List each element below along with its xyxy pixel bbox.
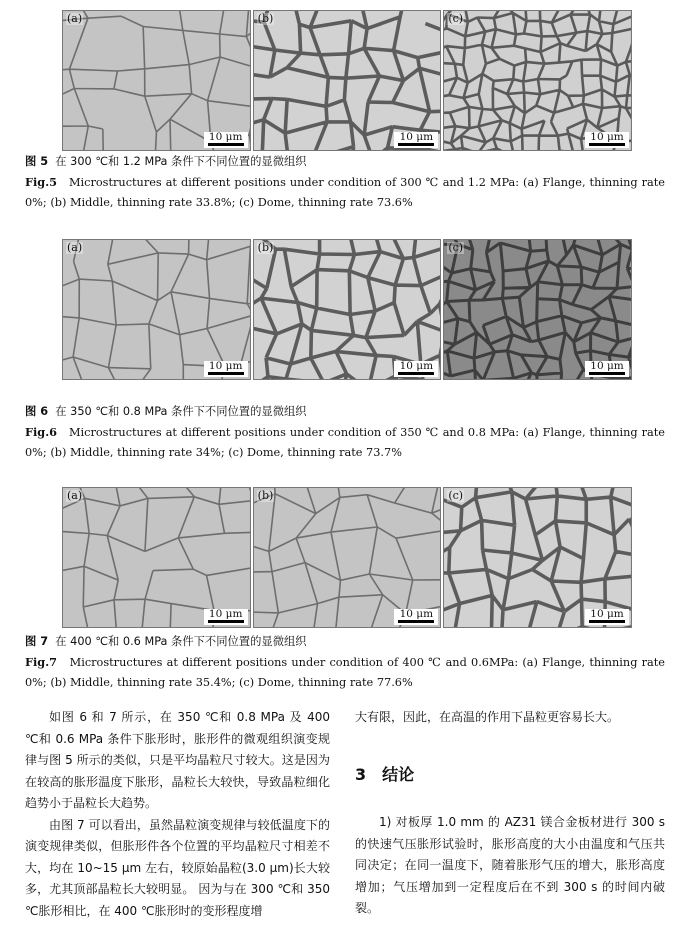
- left-column: [25, 707, 330, 922]
- grain-texture: [444, 11, 631, 150]
- figure-6-images: [62, 239, 632, 378]
- scale-bar: 10 μm: [394, 609, 438, 625]
- right-column-conclusion: [355, 812, 665, 920]
- grain-texture: [444, 240, 631, 379]
- scale-bar: 10 μm: [204, 132, 248, 148]
- caption-zh: 图 5 在 300 ℃和 1.2 MPa 条件下不同位置的显微组织: [25, 155, 307, 168]
- scale-bar: 10 μm: [585, 132, 629, 148]
- micrograph-panel: [253, 239, 442, 380]
- micrograph-panel: [443, 487, 632, 628]
- paragraph: 大有限，因此，在高温的作用下晶粒更容易长大。: [355, 710, 620, 724]
- scale-bar: 10 μm: [204, 609, 248, 625]
- section-heading: 3 结论: [355, 765, 415, 784]
- panel-label: (a): [67, 489, 83, 502]
- right-column: [355, 707, 665, 729]
- micrograph-panel: [253, 487, 442, 628]
- caption-zh: 图 7 在 400 ℃和 0.6 MPa 条件下不同位置的显微组织: [25, 635, 307, 648]
- grain-texture: [254, 11, 441, 150]
- panel-label: (c): [448, 489, 464, 502]
- figure-7-images: [62, 487, 632, 626]
- panel-label: (b): [257, 12, 274, 25]
- caption-en: Fig.6 Microstructures at different positions under condition of 350 ℃ and 0.8 MPa: (a) Flange, thinning rate 0%; (b) Middle, thinning rate 34%; (c) Dome, thinning rate 73.7%: [25, 425, 665, 459]
- grain-texture: [444, 488, 631, 627]
- grain-texture: [63, 11, 250, 150]
- panel-label: (c): [448, 12, 464, 25]
- paragraph: 由图 7 可以看出，虽然晶粒演变规律与较低温度下的演变规律类似，但胀形件各个位置的平均晶粒尺寸相差不大，均在 10~15 μm 左右，较原始晶粒(3.0 μm)长大较多，尤其顶部晶粒长大较明显。 因为与在 300 ℃和 350 ℃胀形相比，在 400 ℃胀形时的变形程度增: [25, 817, 330, 918]
- micrograph-panel: [443, 10, 632, 151]
- figure-5-images: [62, 10, 632, 149]
- figure-5-caption: [25, 152, 665, 213]
- panel-label: (a): [67, 241, 83, 254]
- micrograph-panel: [62, 10, 251, 151]
- micrograph-panel: [62, 239, 251, 380]
- scale-bar: 10 μm: [394, 132, 438, 148]
- caption-zh: 图 6 在 350 ℃和 0.8 MPa 条件下不同位置的显微组织: [25, 405, 307, 418]
- panel-label: (b): [257, 241, 274, 254]
- scale-bar: 10 μm: [204, 361, 248, 377]
- grain-texture: [63, 240, 250, 379]
- grain-texture: [63, 488, 250, 627]
- figure-7-caption: [25, 632, 665, 693]
- paragraph: 1) 对板厚 1.0 mm 的 AZ31 镁合金板材进行 300 s 的快速气压胀形试验时，胀形高度的大小由温度和气压共同决定；在同一温度下，随着胀形气压的增大，胀形高度增加；气压增加到一定程度后在不到 300 s 的时间内破裂。: [355, 815, 665, 915]
- grain-texture: [254, 488, 441, 627]
- caption-en: Fig.5 Microstructures at different positions under condition of 300 ℃ and 1.2 MPa: (a) Flange, thinning rate 0%; (b) Middle, thinning rate 33.8%; (c) Dome, thinning rate 73.6%: [25, 175, 665, 209]
- grain-texture: [254, 240, 441, 379]
- panel-label: (b): [257, 489, 274, 502]
- paragraph: 如图 6 和 7 所示，在 350 ℃和 0.8 MPa 及 400 ℃和 0.6 MPa 条件下胀形时，胀形件的微观组织演变规律与图 5 所示的类似，只是平均晶粒尺寸较大。这是因为在较高的胀形温度下胀形，晶粒长大较快，导致晶粒细化趋势小于晶粒长大趋势。: [25, 710, 330, 810]
- panel-label: (c): [448, 241, 464, 254]
- micrograph-panel: [62, 487, 251, 628]
- panel-label: (a): [67, 12, 83, 25]
- micrograph-panel: [253, 10, 442, 151]
- caption-en: Fig.7 Microstructures at different positions under condition of 400 ℃ and 0.6MPa: (a) Flange, thinning rate 0%; (b) Middle, thinning rate 35.4%; (c) Dome, thinning rate 77.6%: [25, 655, 665, 689]
- scale-bar: 10 μm: [394, 361, 438, 377]
- scale-bar: 10 μm: [585, 609, 629, 625]
- scale-bar: 10 μm: [585, 361, 629, 377]
- figure-6-caption: [25, 402, 665, 463]
- micrograph-panel: [443, 239, 632, 380]
